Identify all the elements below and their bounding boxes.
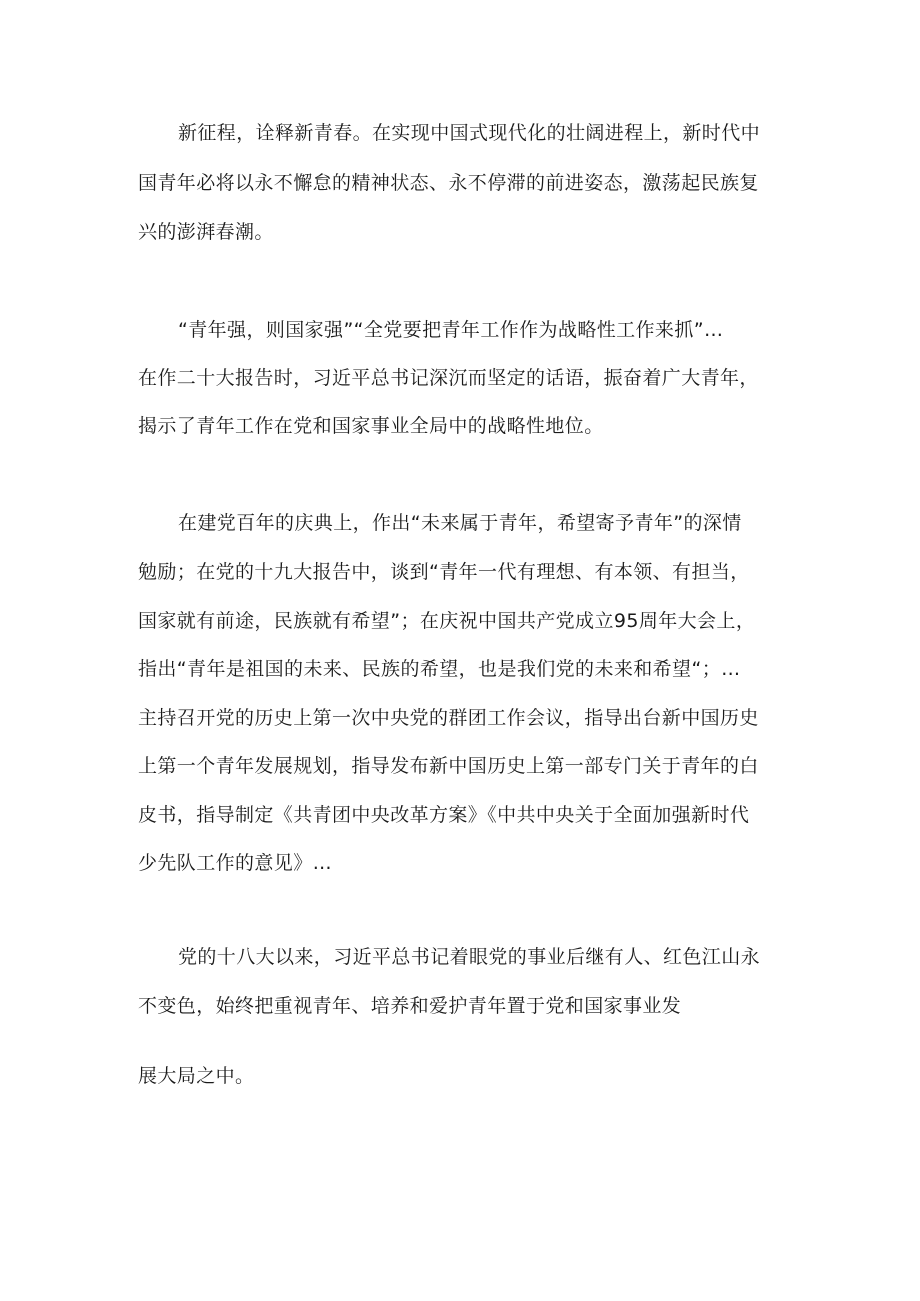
paragraph-2-line-1: “青年强，则国家强”“全党要把青年工作作为战略性工作来抓”… (178, 319, 724, 341)
paragraph-3-line-7: 皮书，指导制定《共青团中央改革方案》《中共中央关于全面加强新时代 (138, 804, 750, 826)
paragraph-3-line-3: 国家就有前途，民族就有希望”；在庆祝中国共产党成立95周年大会上， (138, 610, 756, 632)
paragraph-4-line-1: 党的十八大以来，习近平总书记着眼党的事业后继有人、红色江山永 (178, 946, 761, 968)
paragraph-3-line-4: 指出“青年是祖国的未来、民族的希望，也是我们党的未来和希望“；… (138, 658, 741, 680)
paragraph-3-line-2: 勉励；在党的十九大报告中，谈到“青年一代有理想、有本领、有担当， (138, 561, 750, 583)
paragraph-1-line-1: 新征程，诠释新青春。在实现中国式现代化的壮阔进程上，新时代中 (178, 122, 761, 144)
paragraph-4-line-2: 不变色，始终把重视青年、培养和爱护青年置于党和国家事业发 (138, 995, 682, 1017)
paragraph-3-line-6: 上第一个青年发展规划，指导发布新中国历史上第一部专门关于青年的白 (138, 755, 759, 777)
paragraph-2-line-3: 揭示了青年工作在党和国家事业全局中的战略性地位。 (138, 415, 604, 437)
paragraph-4-line-3: 展大局之中。 (138, 1065, 255, 1087)
paragraph-3-line-1: 在建党百年的庆典上，作出“未来属于青年，希望寄予青年”的深情 (178, 512, 742, 534)
paragraph-1-line-2: 国青年必将以永不懈怠的精神状态、永不停滞的前进姿态，激荡起民族复 (138, 172, 759, 194)
paragraph-3-line-8: 少先队工作的意见》… (138, 852, 333, 874)
paragraph-2-line-2: 在作二十大报告时，习近平总书记深沉而坚定的话语，振奋着广大青年， (138, 367, 759, 389)
paragraph-3-line-5: 主持召开党的历史上第一次中央党的群团工作会议，指导出台新中国历史 (138, 707, 759, 729)
paragraph-1-line-3: 兴的澎湃春潮。 (138, 221, 274, 243)
